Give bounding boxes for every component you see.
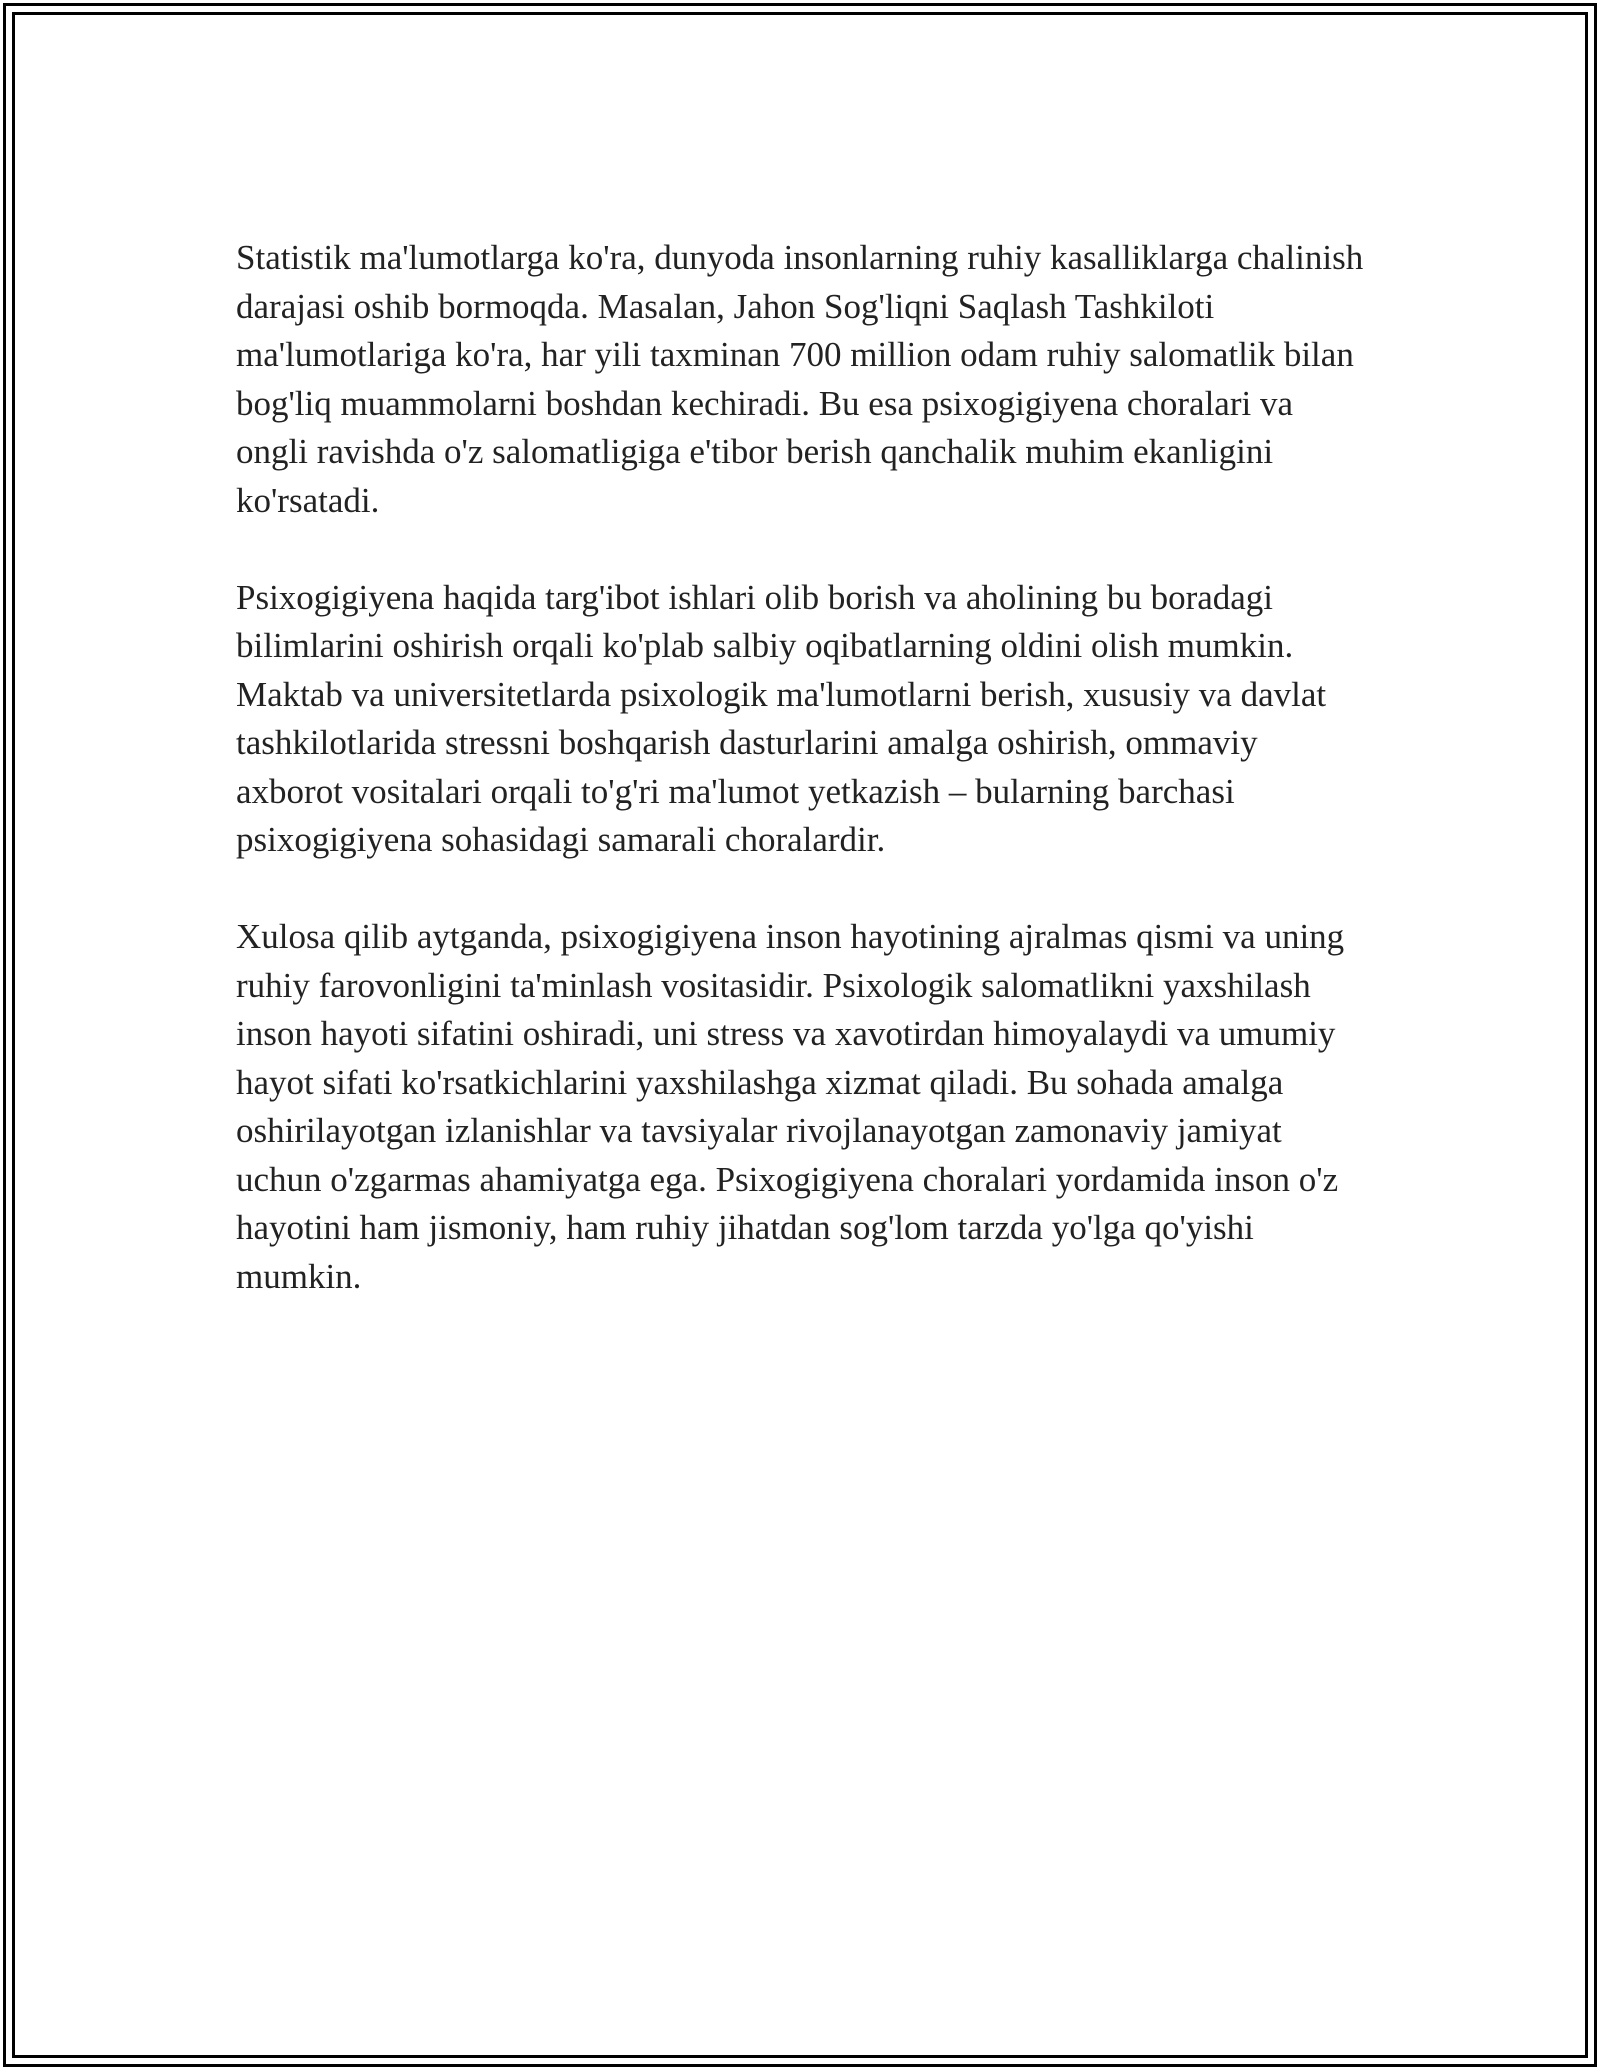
paragraph-awareness: Psixogigiyena haqida targ'ibot ishlari olib borish va aholining bu boradagi bilimlarini oshirish orqali ko'plab salbiy oqibatlarning oldini olish mumkin. Maktab va universitetlarda psixologik ma'lumotlarni berish, xususiy va davlat tashkilotlarida stressni boshqarish dasturlarini amalga oshirish, ommaviy axborot vositalari orqali to'g'ri ma'lumot yetkazish – bularning barchasi psixogigiyena sohasidagi samarali choralardir.: [236, 577, 1327, 859]
document-body: [236, 234, 1366, 1301]
paragraph-statistics: Statistik ma'lumotlarga ko'ra, dunyoda insonlarning ruhiy kasalliklarga chalinish darajasi oshib bormoqda. Masalan, Jahon Sog'liqni Saqlash Tashkiloti ma'lumotlariga ko'ra, har yili taxminan 700 million odam ruhiy salomatlik bilan bog'liq muammolarni boshdan kechiradi. Bu esa psixogigiyena choralari va ongli ravishda o'z salomatligiga e'tibor berish qanchalik muhim ekanligini ko'rsatadi.: [236, 238, 1364, 520]
paragraph-conclusion: Xulosa qilib aytganda, psixogigiyena inson hayotining ajralmas qismi va uning ruhiy farovonligini ta'minlash vositasidir. Psixologik salomatlikni yaxshilash inson hayoti sifatini oshiradi, uni stress va xavotirdan himoyalaydi va umumiy hayot sifati ko'rsatkichlarini yaxshilashga xizmat qiladi. Bu sohada amalga oshirilayotgan izlanishlar va tavsiyalar rivojlanayotgan zamonaviy jamiyat uchun o'zgarmas ahamiyatga ega. Psixogigiyena choralari yordamida inson o'z hayotini ham jismoniy, ham ruhiy jihatdan sog'lom tarzda yo'lga qo'yishi mumkin.: [236, 917, 1345, 1296]
